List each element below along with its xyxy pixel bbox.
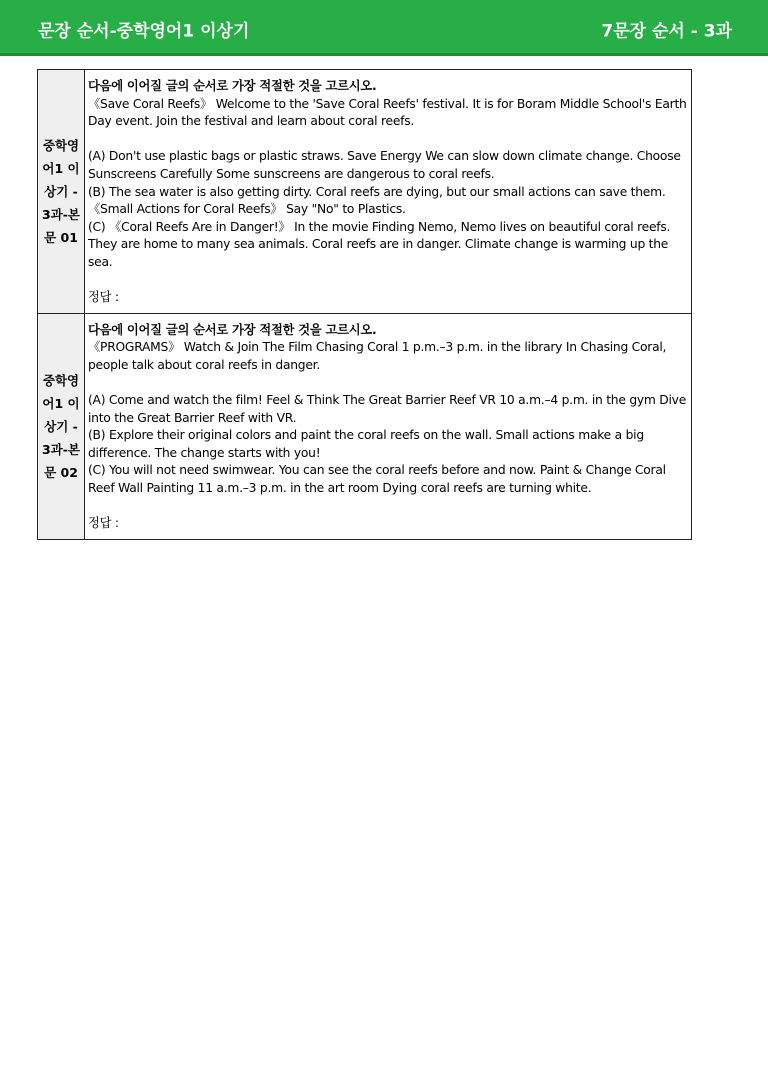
option-b: (B) Explore their original colors and paint the coral reefs on the wall. Small actions make a big difference. The change starts with you!: [88, 428, 644, 460]
option-c: (C) You will not need swimwear. You can see the coral reefs before and now. Paint & Change Coral Reef Wall Painting 11 a.m.–3 p.m. in the art room Dying coral reefs are turning white.: [88, 463, 666, 496]
option-c: (C) 《Coral Reefs Are in Danger!》 In the movie Finding Nemo, Nemo lives on beautiful coral reefs. They are home to many sea animals. Coral reefs are in danger. Climate change is warming up the sea.: [88, 219, 671, 269]
question-passage: 《PROGRAMS》 Watch & Join The Film Chasing Coral 1 p.m.–3 p.m. in the library In Chasing Coral, people talk about coral reefs in danger.: [88, 340, 667, 372]
header-bar: [0, 0, 768, 56]
option-b: (B) The sea water is also getting dirty. Coral reefs are dying, but our small actions can save them. 《Small Actions for Coral Reefs》 Say "No" to Plastics.: [88, 184, 666, 217]
section-tag: 7문장 순서 - 3과: [601, 21, 732, 42]
option-a: (A) Don't use plastic bags or plastic straws. Save Energy We can slow down climate change. Choose Sunscreens Carefully Some sunscreens are dangerous to coral reefs.: [88, 149, 681, 181]
question-instruction: 다음에 이어질 글의 순서로 가장 적절한 것을 고르시오.: [88, 322, 377, 337]
question-passage: 《Save Coral Reefs》 Welcome to the 'Save Coral Reefs' festival. It is for Boram Middle School's Earth Day event. Join the festival and learn about coral reefs.: [88, 96, 687, 129]
spacer: [88, 272, 688, 290]
spacer: [88, 131, 688, 149]
page-title: 문장 순서-중학영어1 이상기: [38, 21, 250, 42]
question-instruction: 다음에 이어질 글의 순서로 가장 적절한 것을 고르시오.: [88, 79, 377, 93]
spacer: [88, 498, 688, 516]
question-label: 중학영어1 이상기 - 3과-본문 02: [38, 313, 85, 539]
spacer: [88, 375, 688, 393]
question-table: [37, 69, 692, 540]
question-row: [38, 70, 692, 314]
question-label: 중학영어1 이상기 - 3과-본문 01: [38, 70, 85, 314]
answer-label: 정답 :: [88, 516, 119, 531]
question-row: [38, 313, 692, 539]
option-a: (A) Come and watch the film! Feel & Think The Great Barrier Reef VR 10 a.m.–4 p.m. in the gym Dive into the Great Barrier Reef with VR.: [88, 393, 687, 425]
question-content: [85, 70, 692, 314]
question-content: [85, 313, 692, 539]
answer-label: 정답 :: [88, 290, 119, 305]
